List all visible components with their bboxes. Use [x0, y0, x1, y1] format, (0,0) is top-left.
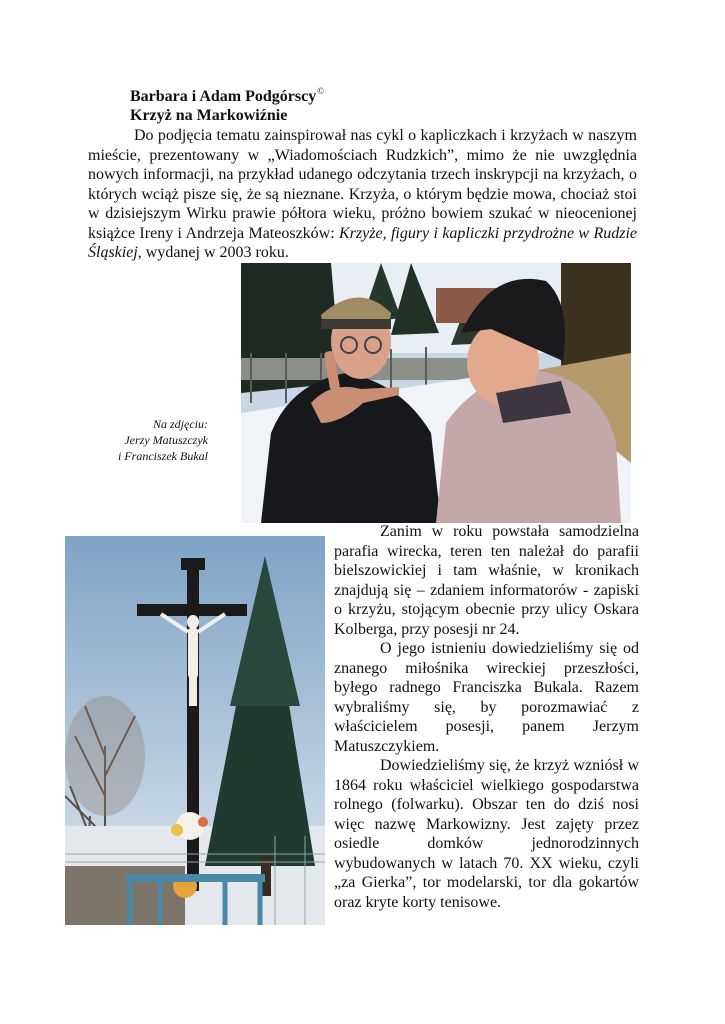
author-line: [130, 86, 324, 106]
intro-text: Do podjęcia tematu zainspirował nas cykl o kapliczkach i krzyżach w naszym mieście, prezentowany w „Wiadomościach Rudzkich”, mimo że nie uwzględnia nowych informacji, na przykład udanego odczytania trzech inskrypcji na krzyżach, o których wciąż pisze się, że są nieznane. Krzyża, o którym będzie mowa, chociaż stoi w dzisiejszym Wirku prawie półtora wieku, próżno bowiem szukać w nieocenionej książce Ireny i Andrzeja Mateoszków:: [88, 127, 637, 242]
body-paragraph: Dowiedzieliśmy się, że krzyż wzniósł w 1864 roku właściciel wielkiego gospodarstwa rolnego (folwarku). Obszar ten do dziś nosi więc nazwę Markowizny. Jest zajęty przez osiedle domków jednorodzinnych wybudowanych w latach 70. XX wieku, czyli „za Gierka”, tor modelarski, tor dla gokartów oraz kryte korty tenisowe.: [334, 757, 639, 911]
photo-two-men: [241, 263, 631, 523]
intro-paragraph: [88, 126, 637, 263]
author-name: Barbara i Adam Podgórscy: [130, 88, 317, 105]
photo-crucifix: [65, 536, 325, 925]
body-paragraph: Zanim w roku powstała samodzielna parafia wirecka, teren ten należał do parafii bielszowickiej i tam właśnie, w kronikach znajdują się – zdaniem informatorów - zapiski o krzyżu, stojącym obecnie przy ulicy Oskara Kolberga, przy posesji nr 24.: [334, 523, 639, 638]
copyright-mark: ©: [317, 86, 325, 96]
caption-line: Jerzy Matuszczyk: [124, 433, 208, 447]
book-title: Krzyże, figury i kapliczki przydrożne w Rudzie Śląskiej: [88, 224, 637, 261]
caption-line: i Franciszek Bukal: [118, 449, 208, 463]
caption-line: Na zdjęciu:: [153, 417, 208, 431]
article-title: Krzyż na Markowiźnie: [130, 107, 288, 124]
intro-tail: , wydanej w 2003 roku.: [137, 244, 289, 261]
body-column: [334, 522, 639, 912]
photo-caption: [60, 416, 208, 464]
body-paragraph: O jego istnieniu dowiedzieliśmy się od znanego miłośnika wireckiej przeszłości, byłego radnego Franciszka Bukala. Razem wybraliśmy się, by porozmawiać z właścicielem posesji, panem Jerzym Matuszczykiem.: [334, 640, 639, 755]
